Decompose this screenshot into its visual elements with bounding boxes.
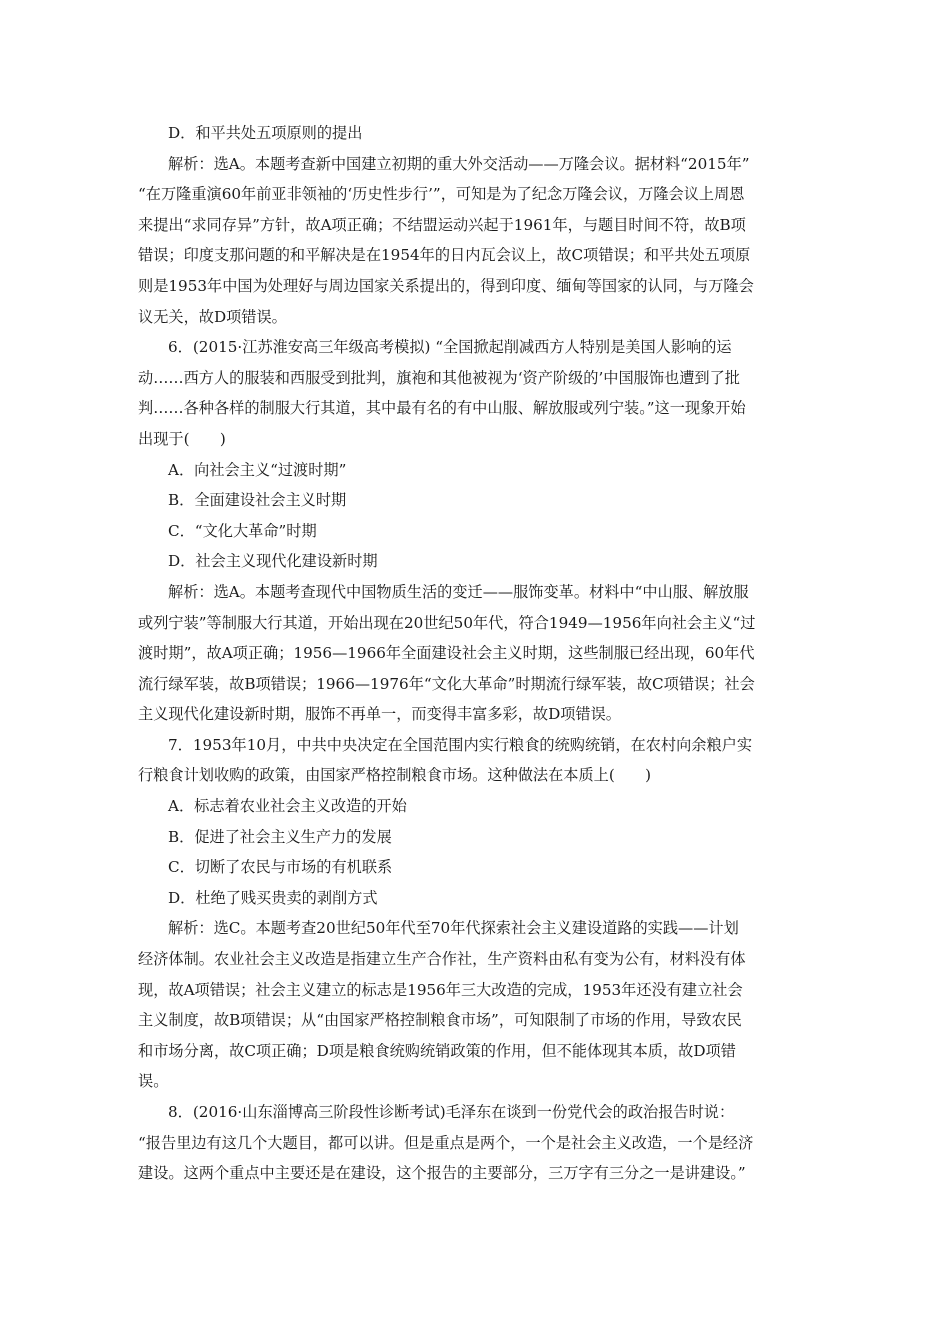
q6-option-a: A．向社会主义“过渡时期” xyxy=(168,460,347,479)
q7-option-a: A．标志着农业社会主义改造的开始 xyxy=(168,797,407,816)
q6-stem-line: 6．(2015·江苏淮安高三年级高考模拟) “全国掀起削减西方人特别是美国人影响的运 xyxy=(168,338,732,357)
q7-analysis-line: 误。 xyxy=(138,1072,169,1091)
q7-analysis-line: 主义制度，故B项错误；从“由国家严格控制粮食市场”，可知限制了市场的作用，导致农民 xyxy=(138,1011,742,1030)
q7-analysis-line: 和市场分离，故C项正确；D项是粮食统购统销政策的作用，但不能体现其本质，故D项错 xyxy=(138,1041,736,1060)
q6-analysis-line: 或列宁装”等制服大行其道，开始出现在20世纪50年代，符合1949—1956年向社会主义“过 xyxy=(138,613,756,632)
q5-analysis-line: 解析：选A。本题考查新中国建立初期的重大外交活动——万隆会议。据材料“2015年” xyxy=(168,154,750,173)
q8-stem-line: 8．(2016·山东淄博高三阶段性诊断考试)毛泽东在谈到一份党代会的政治报告时说： xyxy=(168,1103,735,1121)
q6-option-b: B．全面建设社会主义时期 xyxy=(168,491,347,510)
q6-analysis-line: 渡时期”，故A项正确；1956—1966年全面建设社会主义时期，这些制服已经出现，60年代 xyxy=(138,644,755,663)
q8-stem-line: 建设。这两个重点中主要还是在建设，这个报告的主要部分，三万字有三分之一是讲建设。” xyxy=(138,1164,746,1183)
q6-stem-line: 判……各种各样的制服大行其道，其中最有名的有中山服、解放服或列宁装。”这一现象开始 xyxy=(138,399,746,418)
q6-analysis-line: 解析：选A。本题考查现代中国物质生活的变迁——服饰变革。材料中“中山服、解放服 xyxy=(168,582,749,601)
q7-stem-line: 行粮食计划收购的政策，由国家严格控制粮食市场。这种做法在本质上( ) xyxy=(138,766,652,785)
q6-option-d: D．社会主义现代化建设新时期 xyxy=(168,552,378,571)
q7-option-b: B．促进了社会主义生产力的发展 xyxy=(168,827,392,846)
q6-stem-line: 出现于( ) xyxy=(138,429,226,448)
q8-stem-line: “报告里边有这几个大题目，都可以讲。但是重点是两个，一个是社会主义改造，一个是经济 xyxy=(138,1133,754,1152)
q5-analysis-line: 议无关，故D项错误。 xyxy=(138,307,287,326)
q5-analysis-line: 错误；印度支那问题的和平解决是在1954年的日内瓦会议上，故C项错误；和平共处五项原 xyxy=(138,246,751,265)
q7-analysis-line: 现，故A项错误；社会主义建立的标志是1956年三大改造的完成，1953年还没有建立社会 xyxy=(138,980,743,999)
q7-option-c: C．切断了农民与市场的有机联系 xyxy=(168,858,393,877)
q7-option-d: D．杜绝了贱买贵卖的剥削方式 xyxy=(168,888,378,907)
q6-stem-line: 动……西方人的服装和西服受到批判，旗袍和其他被视为‘资产阶级的’中国服饰也遭到了批 xyxy=(138,368,740,387)
document-page xyxy=(138,118,814,1189)
q7-analysis-line: 经济体制。农业社会主义改造是指建立生产合作社，生产资料由私有变为公有，材料没有体 xyxy=(138,950,746,969)
q7-analysis-line: 解析：选C。本题考查20世纪50年代至70年代探索社会主义建设道路的实践——计划 xyxy=(168,919,739,938)
q6-option-c: C．“文化大革命”时期 xyxy=(168,521,317,540)
q6-analysis-line: 主义现代化建设新时期，服饰不再单一，而变得丰富多彩，故D项错误。 xyxy=(138,705,621,724)
q6-analysis-line: 流行绿军装，故B项错误；1966—1976年“文化大革命”时期流行绿军装，故C项错误；社会 xyxy=(138,674,755,693)
q7-stem-line: 7．1953年10月，中共中央决定在全国范围内实行粮食的统购统销，在农村向余粮户实 xyxy=(168,735,753,754)
q5-analysis-line: 则是1953年中国为处理好与周边国家关系提出的，得到印度、缅甸等国家的认同，与万隆会 xyxy=(138,276,754,295)
q5-analysis-line: 来提出“求同存异”方针，故A项正确；不结盟运动兴起于1961年，与题目时间不符，故B项 xyxy=(138,215,746,234)
q5-option-d: D．和平共处五项原则的提出 xyxy=(168,124,363,142)
q5-analysis-line: “在万隆重演60年前亚非领袖的‘历史性步行’”，可知是为了纪念万隆会议，万隆会议上周恩 xyxy=(138,185,745,204)
